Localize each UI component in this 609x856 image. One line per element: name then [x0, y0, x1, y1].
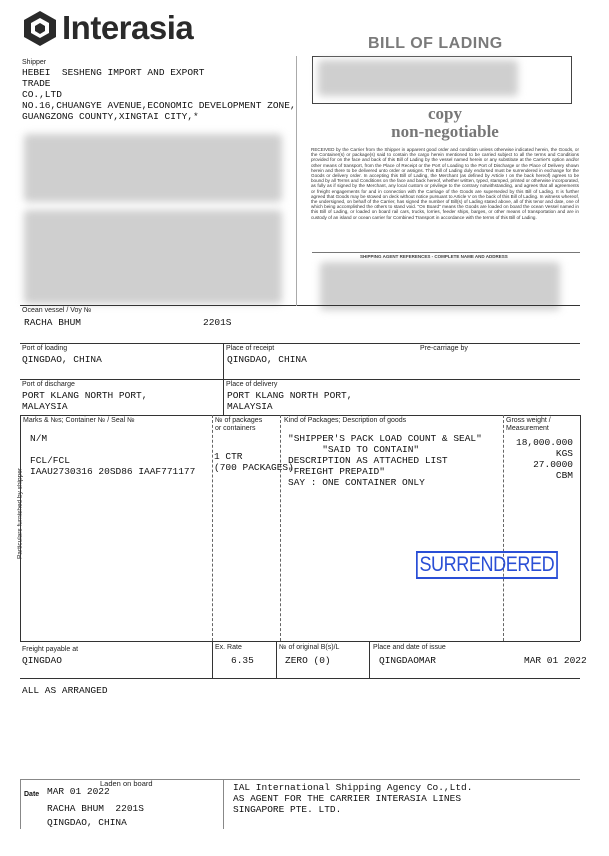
shipper-line: NO.16,CHUANGYE AVENUE,ECONOMIC DEVELOPMENT ZONE, [22, 100, 296, 111]
terms-text: RECEIVED by the Carrier from the Shipper in apparent good order and condition unless otherwise indicated herein, the Goods, or the Container(s) or package(s) said to contain the cargo herein mentioned to be carried subject to all the terms and Conditions provided for on the face and back of this Bill of Lading by the vessel named herein or any substitute at the Carrier's option and/or other means of transport, from the Place of Receipt or the Port of Loading to the Port of Discharge or the Place of Delivery shown herein and there to be delivered unto order or assigns. This Bill of Lading duly endorsed must be surrendered in exchange for the Goods or delivery order. In accepting this Bill of Lading, the Merchant (as defined by Article I on the back hereof) agrees to be bound by all Terms and Conditions on the face and back hereof, whether written, typed, stamped, printed or otherwise incorporated, as fully as if signed by the Merchant, any local custom or privilege to the contrary notwithstanding, and agrees that all agreements or freight engagements for and in connection with the Carriage of the Goods are superseded by this Bill of Lading. It is further agreed that Goods may be stowed on deck without notice pursuant to Article V on the back of this Bill of Lading. In witness whereof, the undersigned, on behalf of the Carrier, has signed the number of Bill(s) of Lading stated above, all of this tenor and date, one of which being accomplished the others to stand void. "On Board" means the Goods are loaded on board the ocean Vessel named in this Bill of Lading, or loaded on board rail cars, trucks, lorries, feeder ships, barges, or other means of transportation and are in custody of an island or ocean carrier for Combined Transport in accordance with the terms of this Bill of Lading. [311, 147, 579, 220]
port-of-loading-value: QINGDAO, CHINA [22, 354, 102, 365]
date-of-issue-value: MAR 01 2022 [524, 655, 587, 666]
port-of-loading-label: Port of loading [22, 345, 68, 352]
laden-on-board-label: Laden on board [100, 779, 153, 788]
laden-port: QINGDAO, CHINA [47, 817, 127, 828]
signature-line: AS AGENT FOR THE CARRIER INTERASIA LINES [233, 793, 462, 804]
place-of-delivery-label: Place of delivery [226, 381, 278, 388]
weight-value: 18,000.000 KGS 27.0000 CBM [516, 437, 574, 481]
freight-payable-value: QINGDAO [22, 655, 62, 666]
description-label: Kind of Packages; Description of goods [284, 417, 407, 424]
watermark [360, 105, 530, 141]
shipper-block [22, 67, 296, 122]
particulars-side-label: Particulars furnished by shipper [16, 467, 24, 560]
laden-date-label: Date [24, 791, 40, 798]
packages-value: 1 CTR (700 PACKAGES) [214, 451, 294, 473]
ocean-vessel-label: Ocean vessel / Voy № [22, 307, 92, 314]
shipper-line: HEBEI SESHENG IMPORT AND EXPORT [22, 67, 205, 78]
redacted-notify [24, 210, 282, 304]
redacted-booking [318, 60, 518, 96]
description-value: "SHIPPER'S PACK LOAD COUNT & SEAL" "SAID TO CONTAIN" DESCRIPTION AS ATTACHED LIST "FREIGHT PREPAID" SAY : ONE CONTAINER ONLY [288, 433, 482, 488]
agent-ref-label: SHIPPING AGENT REFERENCES - COMPLETE NAME AND ADDRESS [360, 254, 508, 259]
cube-icon [22, 9, 58, 47]
ex-rate-label: Ex. Rate [215, 644, 242, 651]
surrendered-stamp: SURRENDERED [416, 551, 558, 579]
signature-block [233, 782, 472, 815]
port-of-discharge-value: PORT KLANG NORTH PORT, MALAYSIA [22, 390, 148, 412]
freight-payable-label: Freight payable at [22, 646, 79, 653]
signature-line: IAL International Shipping Agency Co.,Ltd. [233, 782, 473, 793]
original-bl-label: № of original B(s)/L [279, 644, 340, 651]
marks-label: Marks & №s; Container № / Seal № [23, 417, 135, 424]
redacted-consignee [24, 134, 282, 202]
place-of-receipt-label: Place of receipt [226, 345, 275, 352]
packages-label: № of packages or containers [215, 417, 263, 432]
ocean-vessel-voyage: 2201S [203, 317, 232, 328]
document-title: BILL OF LADING [368, 35, 503, 52]
shipper-line: TRADE [22, 78, 51, 89]
weight-label: Gross weight / Measurement [506, 417, 551, 432]
shipper-line: CO.,LTD [22, 89, 62, 100]
original-bl-value: ZERO (0) [285, 655, 331, 666]
brand-name: Interasia [62, 9, 194, 46]
laden-vessel: RACHA BHUM 2201S [47, 803, 144, 814]
ocean-vessel-name: RACHA BHUM [24, 317, 82, 328]
brand-logo [22, 8, 193, 48]
signature-line: SINGAPORE PTE. LTD. [233, 804, 342, 815]
place-of-receipt-value: QINGDAO, CHINA [227, 354, 307, 365]
shipper-label: Shipper [22, 59, 47, 66]
pre-carriage-label: Pre-carriage by [420, 345, 468, 352]
place-of-issue-value: QINGDAOMAR [379, 655, 437, 666]
watermark-line-1: copy [428, 104, 462, 123]
laden-date-value: MAR 01 2022 [47, 786, 110, 797]
redacted-agent [320, 262, 560, 310]
place-date-issue-label: Place and date of issue [373, 644, 446, 651]
shipper-line: GUANGZONG COUNTY,XINGTAI CITY,* [22, 111, 199, 122]
marks-value: N/M FCL/FCL IAAU2730316 20SD86 IAAF771177 [30, 433, 196, 477]
port-of-discharge-label: Port of discharge [22, 381, 75, 388]
watermark-line-2: non-negotiable [391, 122, 499, 141]
place-of-delivery-value: PORT KLANG NORTH PORT, MALAYSIA [227, 390, 353, 412]
ex-rate-value: 6.35 [231, 655, 254, 666]
freight-terms: ALL AS ARRANGED [22, 685, 108, 696]
